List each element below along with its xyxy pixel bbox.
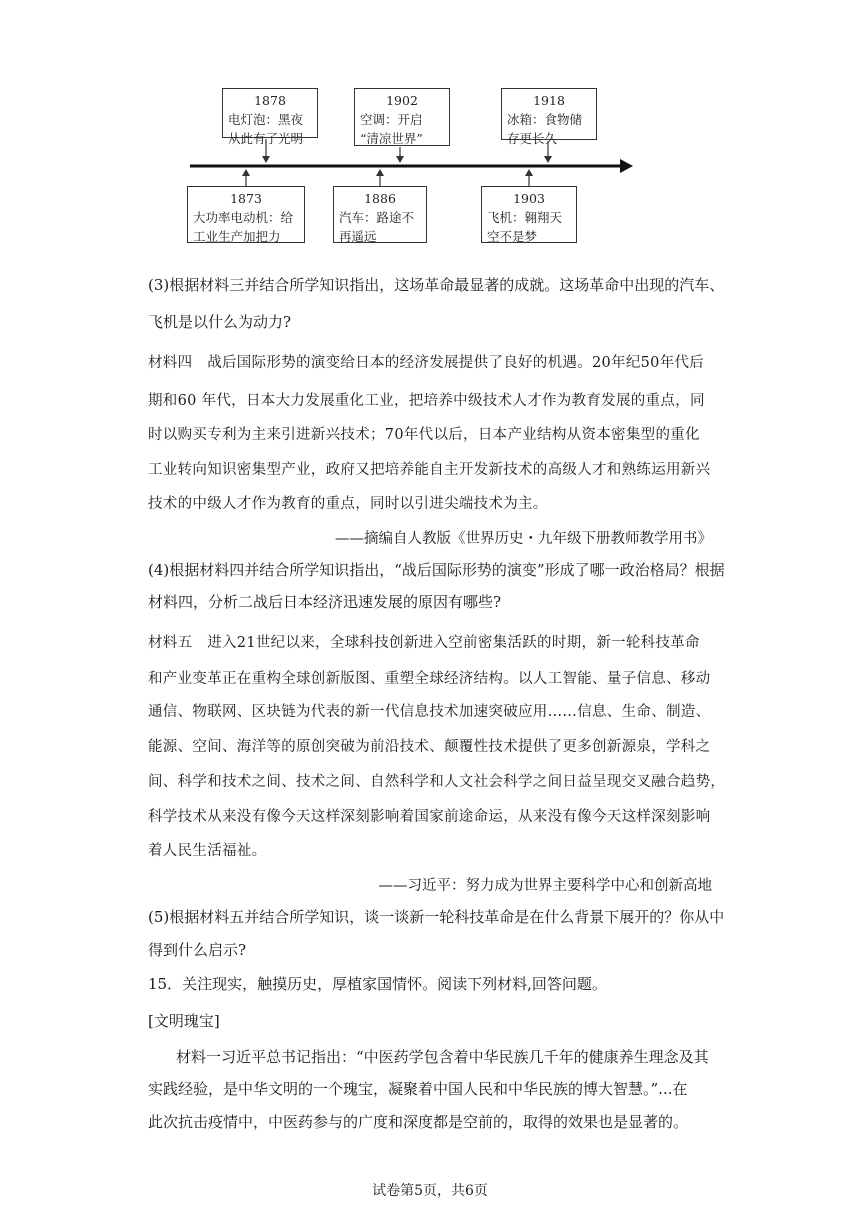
event-text: 空调：开启 “清凉世界” (360, 112, 423, 146)
material-5-line-6: 科学技术从来没有像今天这样深刻影响着国家前途命运，从来没有像今天这样深刻影响 (148, 809, 711, 825)
event-year: 1903 (513, 191, 545, 206)
material-1-line-1: 材料一习近平总书记指出：“中医药学包含着中华民族几千年的健康养生理念及其 (176, 1048, 709, 1066)
event-text: 汽车：路途不 再遥远 (339, 210, 415, 244)
material-4-line-1: 材料四 战后国际形势的演变给日本的经济发展提供了良好的机遇。20年纪50年代后 (148, 355, 705, 371)
question-15-stem: 15．关注现实，触摸历史，厚植家国情怀。阅读下列材料,回答问题。 (148, 975, 607, 993)
question-3-line-1: (3)根据材料三并结合所学知识指出，这场革命最显著的成就。这场革命中出现的汽车、 (148, 276, 725, 294)
material-1-line-3: 此次抗击疫情中，中医药参与的广度和深度都是空前的，取得的效果也是显著的。 (148, 1113, 689, 1131)
material-5-source: ——习近平：努力成为世界主要科学中心和创新高地 (378, 878, 712, 894)
question-5-line-1: (5)根据材料五并结合所学知识，谈一谈新一轮科技革命是在什么背景下展开的？你从中 (148, 908, 725, 926)
event-text: 大功率电动机：给 工业生产加把力 (193, 210, 294, 244)
event-text: 电灯泡：黑夜 从此有了光明 (228, 112, 304, 146)
timeline-axis (0, 0, 860, 250)
material-4-line-2: 期和60 年代，日本大力发展重化工业，把培养中级技术人才作为教育发展的重点，同 (148, 393, 705, 409)
event-text: 冰箱：食物储 存更长久 (507, 112, 583, 146)
material-5-line-7: 着人民生活福祉。 (148, 843, 267, 859)
question-4-line-2: 材料四，分析二战后日本经济迅速发展的原因有哪些? (148, 593, 502, 611)
event-text: 飞机：翱翔天 空不是梦 (487, 210, 563, 244)
material-5-line-4: 能源、空间、海洋等的原创突破为前沿技术、颠覆性技术提供了更多创新源泉，学科之 (148, 739, 711, 755)
material-4-line-5: 技术的中级人才作为教育的重点，同时以引进尖端技术为主。 (148, 496, 548, 512)
section-title: [文明瑰宝] (148, 1012, 220, 1030)
material-5-line-5: 间、科学和技术之间、技术之间、自然科学和人文社会科学之间日益呈现交叉融合趋势， (148, 774, 726, 790)
material-4-line-3: 时以购买专利为主来引进新兴技术；70年代以后，日本产业结构从资本密集型的重化 (148, 427, 700, 443)
event-year: 1878 (254, 93, 286, 108)
question-4-line-1: (4)根据材料四并结合所学知识指出，“战后国际形势的演变”形成了哪一政治格局？根据 (148, 561, 725, 579)
question-5-line-2: 得到什么启示? (148, 941, 247, 959)
question-3-line-2: 飞机是以什么为动力? (148, 313, 292, 331)
event-year: 1886 (364, 191, 396, 206)
event-year: 1902 (386, 93, 418, 108)
event-year: 1918 (533, 93, 565, 108)
page-footer: 试卷第5页，共6页 (372, 1183, 488, 1199)
material-4-source: ——摘编自人教版《世界历史・九年级下册教师教学用书》 (335, 531, 712, 547)
material-5-line-2: 和产业变革正在重构全球创新版图、重塑全球经济结构。以人工智能、量子信息、移动 (148, 671, 711, 687)
material-1-line-2: 实践经验，是中华文明的一个瑰宝，凝聚着中国人民和中华民族的博大智慧。”...在 (148, 1080, 688, 1098)
material-4-line-4: 工业转向知识密集型产业，政府又把培养能自主开发新技术的高级人才和熟练运用新兴 (148, 462, 711, 478)
event-year: 1873 (230, 191, 262, 206)
material-5-line-1: 材料五 进入21世纪以来，全球科技创新进入空前密集活跃的时期，新一轮科技革命 (148, 635, 700, 651)
material-5-line-3: 通信、物联网、区块链为代表的新一代信息技术加速突破应用……信息、生命、制造、 (148, 704, 711, 720)
